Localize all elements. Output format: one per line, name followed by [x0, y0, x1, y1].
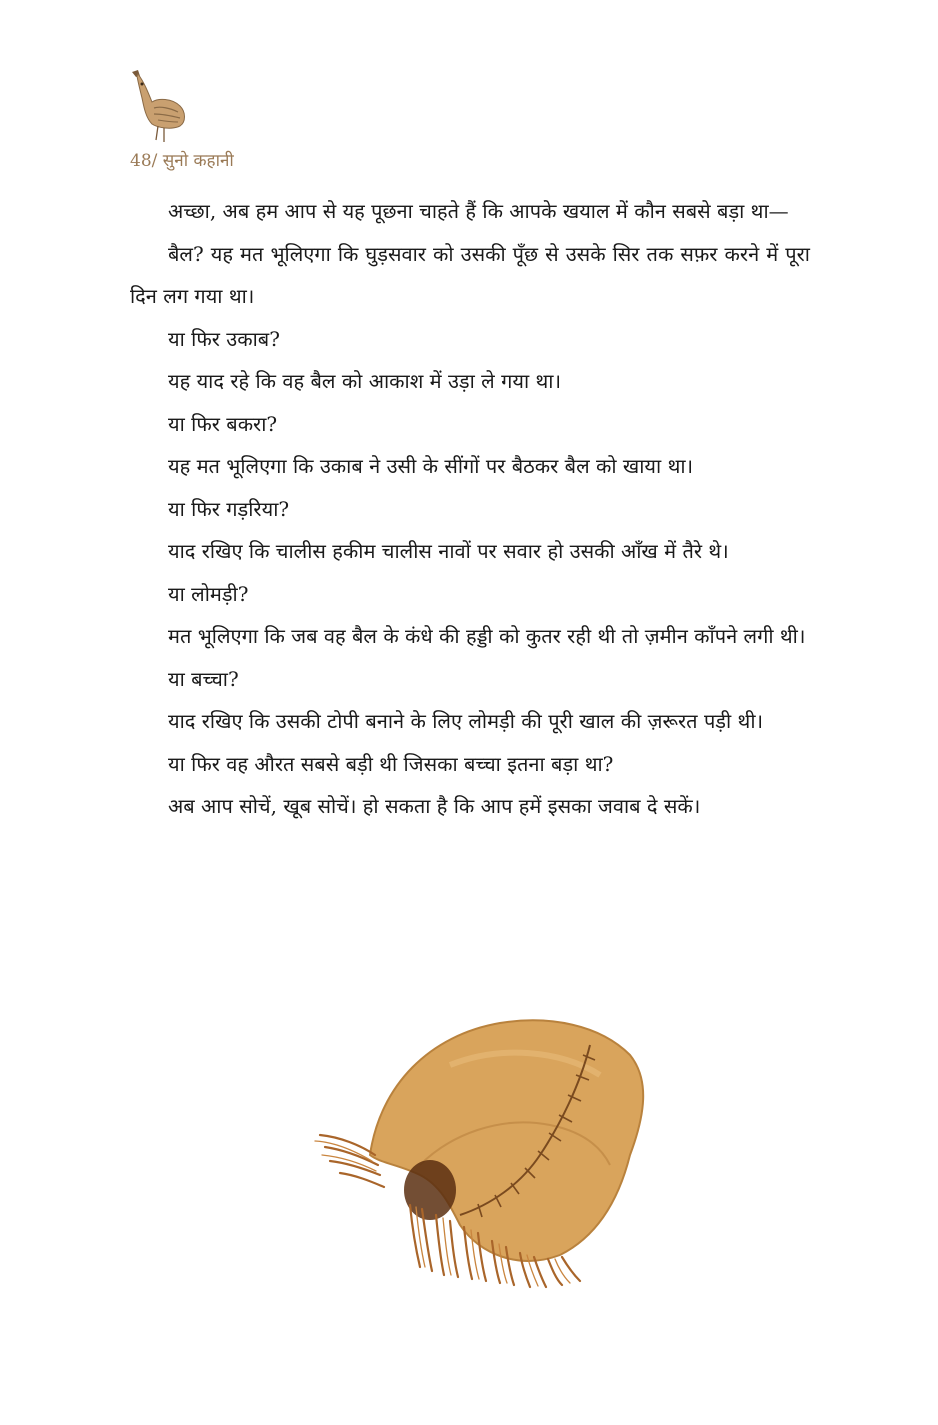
page-header [128, 68, 428, 178]
paragraph: याद रखिए कि उसकी टोपी बनाने के लिए लोमड़ी की पूरी खाल की ज़रूरत पड़ी थी। [168, 709, 764, 733]
paragraph: या लोमड़ी? [168, 581, 249, 606]
bird-icon [128, 68, 192, 148]
page-number-label: 48/ सुनो कहानी [130, 151, 234, 171]
paragraph: अच्छा, अब हम आप से यह पूछना चाहते हैं कि आपके खयाल में कौन सबसे बड़ा था— [168, 199, 789, 223]
paragraph: या फिर वह औरत सबसे बड़ी थी जिसका बच्चा इतना बड़ा था? [168, 751, 614, 776]
paragraph: या फिर उकाब? [168, 326, 280, 351]
paragraph: या फिर गड़रिया? [168, 496, 290, 521]
paragraph: यह याद रहे कि वह बैल को आकाश में उड़ा ले गया था। [168, 369, 562, 393]
fur-cap-icon [300, 1005, 660, 1305]
paragraph: मत भूलिएगा कि जब वह बैल के कंधे की हड्डी को कुतर रही थी तो ज़मीन काँपने लगी थी। [168, 624, 806, 648]
paragraph: या फिर बकरा? [168, 411, 278, 436]
paragraph: या बच्चा? [168, 666, 239, 691]
fur-cap-illustration [300, 1005, 660, 1305]
paragraph: यह मत भूलिएगा कि उकाब ने उसी के सींगों पर बैठकर बैल को खाया था। [168, 454, 694, 478]
paragraph: बैल? यह मत भूलिएगा कि घुड़सवार को उसकी पूँछ से उसके सिर तक सफ़र करने में पूरा दिन लग गया था। [130, 241, 810, 308]
paragraph: अब आप सोचें, खूब सोचें। हो सकता है कि आप हमें इसका जवाब दे सकें। [168, 794, 701, 818]
paragraph: याद रखिए कि चालीस हकीम चालीस नावों पर सवार हो उसकी आँख में तैरे थे। [168, 539, 729, 563]
story-text [130, 190, 810, 828]
